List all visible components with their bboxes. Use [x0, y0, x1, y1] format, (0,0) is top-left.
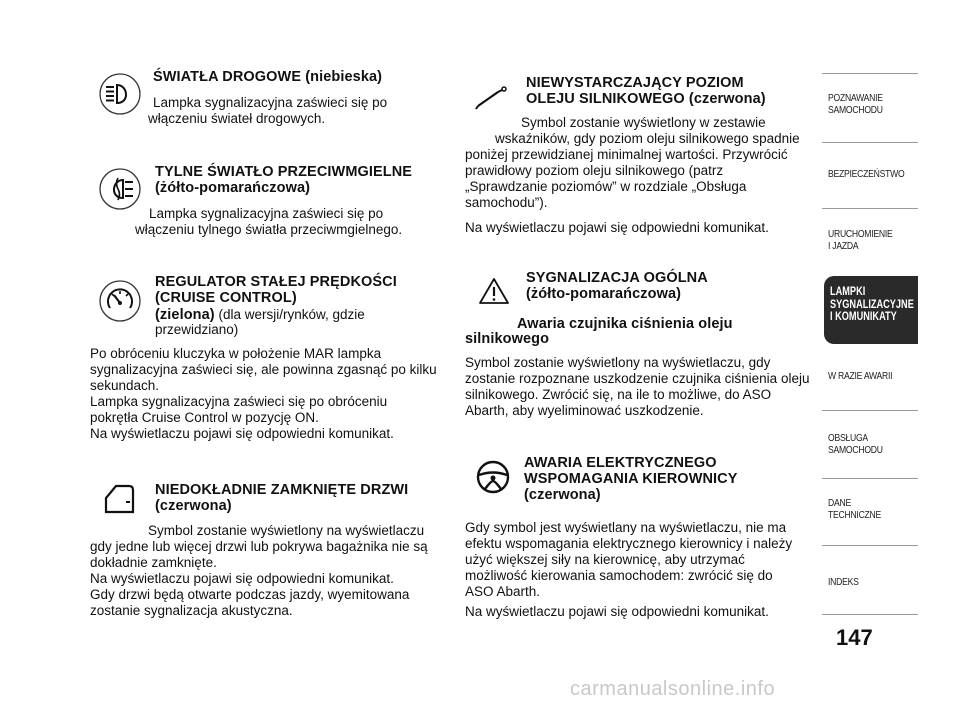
oil-p7: Na wyświetlaczu pojawi się odpowiedni komunikat. — [465, 220, 769, 235]
high-beam-line1: Lampka sygnalizacyjna zaświeci się po — [153, 95, 388, 110]
doors-p2: gdy jedne lub więcej drzwi lub pokrywa bagażnika nie są — [90, 539, 428, 554]
rear-fog-line1: Lampka sygnalizacyjna zaświeci się po — [149, 206, 384, 221]
tab-bezpieczenstwo-line1: BEZPIECZEŃSTWO — [828, 168, 905, 180]
tab-divider — [822, 73, 918, 74]
page-number: 147 — [836, 625, 873, 650]
cruise-p2: sygnalizacyjna zaświeci się, ale powinna zgasnąć po kilku — [90, 362, 437, 377]
doors-p5: Gdy drzwi będą otwarte podczas jazdy, wyemitowana — [90, 587, 410, 602]
tab-obsluga-line2: SAMOCHODU — [828, 444, 883, 456]
doors-p3: dokładnie zamknięte. — [90, 555, 217, 570]
oil-level-icon — [472, 82, 512, 112]
warning-triangle-icon — [478, 277, 510, 305]
doors-title-line2: (czerwona) — [155, 498, 232, 514]
high-beam-title — [153, 69, 382, 85]
general-p3: silnikowego. Zwrócić się, na ile to możliwe, do ASO — [465, 387, 772, 402]
tab-bezpieczenstwo[interactable] — [828, 168, 905, 180]
oil-p6: samochodu”). — [465, 195, 548, 210]
tab-dane[interactable] — [828, 497, 902, 521]
tab-divider — [822, 614, 918, 615]
tab-poznawanie-line1: POZNAWANIE — [828, 92, 883, 104]
tab-w-razie-awarii[interactable] — [828, 370, 902, 382]
cruise-p3: sekundach. — [90, 378, 160, 393]
general-paragraph — [465, 355, 809, 419]
steering-p2: efektu wspomagania elektrycznego kierownicy i należy — [465, 536, 793, 551]
general-p2: zostanie rozpoznane uszkodzenie czujnika ciśnienia oleju — [465, 371, 810, 386]
tab-lampki-line1: LAMPKI — [830, 286, 866, 298]
cruise-control-icon — [98, 279, 142, 323]
cruise-title-line1: REGULATOR STAŁEJ PRĘDKOŚCI — [155, 274, 397, 290]
rear-fog-light-icon — [98, 167, 142, 211]
door-open-icon — [96, 480, 142, 518]
tab-uruchomienie[interactable] — [828, 228, 902, 252]
general-subtitle-line1: Awaria czujnika ciśnienia oleju — [517, 316, 733, 332]
tab-lampki-line2: SYGNALIZACYJNE — [830, 298, 914, 311]
oil-p5: „Sprawdzanie poziomów” w rozdziale „Obsługa — [465, 179, 747, 194]
oil-p3: poniżej przewidzianej minimalnej wartości. Przywrócić — [465, 147, 788, 162]
general-p4: Abarth, aby wyeliminować uszkodzenie. — [465, 403, 704, 418]
general-p1: Symbol zostanie wyświetlony na wyświetlaczu, gdy — [465, 355, 771, 370]
rear-fog-line2: włączeniu tylnego światła przeciwmgielnego. — [135, 222, 403, 237]
tab-divider — [822, 478, 918, 479]
oil-paragraph — [465, 147, 788, 211]
rear-fog-title-line1: TYLNE ŚWIATŁO PRZECIWMGIELNE — [155, 164, 413, 180]
steering-paragraph — [465, 520, 792, 600]
cruise-color: (zielona) — [155, 307, 215, 323]
cruise-p6: Na wyświetlaczu pojawi się odpowiedni komunikat. — [90, 426, 394, 441]
doors-p4: Na wyświetlaczu pojawi się odpowiedni komunikat. — [90, 571, 394, 586]
tab-awarii-line1: W RAZIE AWARII — [828, 370, 893, 382]
steering-wheel-icon — [475, 459, 511, 495]
steering-p6: Na wyświetlaczu pojawi się odpowiedni komunikat. — [465, 604, 769, 619]
doors-p1: Symbol zostanie wyświetlony na wyświetlaczu — [148, 523, 425, 538]
tab-poznawanie[interactable] — [828, 92, 902, 116]
tab-lampki-active[interactable] — [824, 276, 918, 344]
steering-p3: użyć większej siły na kierownicę, aby utrzymać — [465, 552, 745, 567]
doors-paragraph — [90, 539, 428, 619]
cruise-note: (dla wersji/rynków, gdzie — [214, 307, 365, 322]
high-beam-line2: włączeniu świateł drogowych. — [148, 111, 326, 126]
oil-p1: Symbol zostanie wyświetlony w zestawie — [521, 115, 766, 130]
steering-title-line2: WSPOMAGANIA KIEROWNICY — [524, 471, 738, 487]
tab-obsluga[interactable] — [828, 432, 902, 456]
cruise-p4: Lampka sygnalizacyjna zaświeci się po obróceniu — [90, 394, 388, 409]
cruise-note-line2: przewidziano) — [155, 322, 239, 337]
cruise-p5: pokrętła Cruise Control w pozycję ON. — [90, 410, 319, 425]
cruise-p1: Po obróceniu kluczyka w położenie MAR lampka — [90, 346, 382, 361]
oil-title-line1: NIEWYSTARCZAJĄCY POZIOM — [526, 75, 744, 91]
steering-p4: możliwość kierowania samochodem: zwrócić się do — [465, 568, 773, 583]
tab-lampki-line3: I KOMUNIKATY — [830, 311, 897, 323]
general-title-line2: (żółto-pomarańczowa) — [526, 286, 682, 302]
tab-divider — [822, 208, 918, 209]
high-beam-icon — [98, 72, 142, 116]
tab-dane-line2: TECHNICZNE — [828, 509, 882, 521]
steering-p1: Gdy symbol jest wyświetlany na wyświetlaczu, nie ma — [465, 520, 787, 535]
steering-title-line3: (czerwona) — [524, 487, 601, 503]
tab-uruchomienie-line2: I JAZDA — [828, 240, 859, 252]
general-title-line1: SYGNALIZACJA OGÓLNA — [526, 270, 708, 286]
cruise-title-line2: (CRUISE CONTROL) — [155, 290, 297, 306]
oil-title-line2: OLEJU SILNIKOWEGO (czerwona) — [526, 91, 766, 107]
steering-title-line1: AWARIA ELEKTRYCZNEGO — [524, 455, 717, 471]
rear-fog-title-line2: (żółto-pomarańczowa) — [155, 180, 311, 196]
tab-poznawanie-line2: SAMOCHODU — [828, 104, 883, 116]
tab-indeks[interactable] — [828, 576, 902, 588]
tab-obsluga-line1: OBSŁUGA — [828, 432, 868, 444]
oil-p4: prawidłowy poziom oleju silnikowego (patrz — [465, 163, 724, 178]
steering-p5: ASO Abarth. — [465, 584, 541, 599]
high-beam-title-main: ŚWIATŁA DROGOWE — [153, 69, 302, 85]
tab-dane-line1: DANE — [828, 497, 851, 509]
doors-title-line1: NIEDOKŁADNIE ZAMKNIĘTE DRZWI — [155, 482, 409, 498]
tab-divider — [822, 410, 918, 411]
tab-divider — [822, 545, 918, 546]
cruise-paragraph — [90, 346, 437, 442]
tab-lampki-text — [830, 286, 918, 324]
tab-uruchomienie-line1: URUCHOMIENIE — [828, 228, 893, 240]
tab-divider — [822, 142, 918, 143]
general-subtitle-line2: silnikowego — [465, 331, 550, 347]
oil-p2: wskaźników, gdy poziom oleju silnikowego spadnie — [495, 131, 800, 146]
high-beam-title-color: (niebieska) — [301, 69, 383, 85]
doors-p6: zostanie sygnalizacja akustyczna. — [90, 603, 293, 618]
watermark: carmanualsonline.info — [570, 678, 776, 700]
tab-indeks-line1: INDEKS — [828, 576, 859, 588]
